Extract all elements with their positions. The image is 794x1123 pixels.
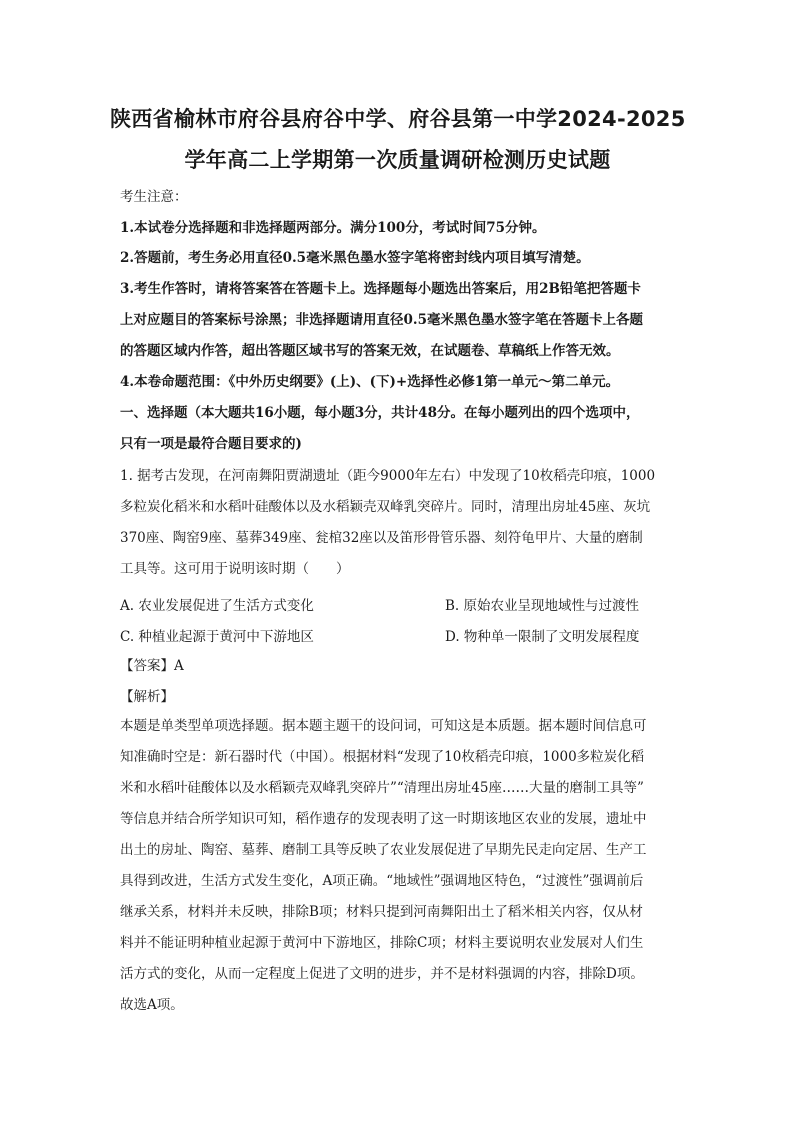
analysis-line: 米和水稻叶硅酸体以及水稻颖壳双峰乳突碎片”“清理出房址45座……大量的磨制工具等” [120,780,644,796]
notice-item-3: 3.考生作答时，请将答案答在答题卡上。选择题每小题选出答案后，用2B铅笔把答题卡 [120,281,641,297]
analysis-line: 具得到改进，生活方式发生变化，A项正确。“地域性”强调地区特色，“过渡性”强调前后 [120,873,644,889]
answer-label: 【答案】A [120,658,184,674]
notice-item-3-cont-1: 上对应题目的答案标号涂黑；非选择题请用直径0.5毫米黑色墨水签字笔在答题卡上各题 [120,312,643,328]
notice-item-1: 1.本试卷分选择题和非选择题两部分。满分100分，考试时间75分钟。 [120,220,546,236]
exam-title-line-1: 陕西省榆林市府谷县府谷中学、府谷县第一中学2024-2025 [110,107,686,131]
option-a: A. 农业发展促进了生活方式变化 [120,598,314,614]
analysis-line: 继承关系，材料并未反映，排除B项；材料只提到河南舞阳出土了稻米相关内容，仅从材 [120,904,643,920]
analysis-line: 故选A项。 [120,997,184,1013]
question-1-line: 370座、陶窑9座、墓葬349座、瓮棺32座以及笛形骨管乐器、刻符龟甲片、大量的磨制 [120,530,643,546]
question-1-line: 1. 据考古发现，在河南舞阳贾湖遗址（距今9000年左右）中发现了10枚稻壳印痕，1000 [120,468,656,484]
analysis-line: 出土的房址、陶窑、墓葬、磨制工具等反映了农业发展促进了早期先民走向定居、生产工 [120,842,647,858]
notice-heading: 考生注意： [120,189,188,205]
notice-item-3-cont-2: 的答题区域内作答，超出答题区域书写的答案无效，在试题卷、草稿纸上作答无效。 [120,343,620,359]
notice-item-4: 4.本卷命题范围：《中外历史纲要》(上)、(下)+选择性必修1第一单元～第二单元。 [120,374,620,390]
analysis-body [120,711,680,1021]
question-1-line: 工具等。这可用于说明该时期（ ） [120,561,350,577]
analysis-line: 知准确时空是：新石器时代（中国）。根据材料“发现了10枚稻壳印痕，1000多粒炭化稻 [120,749,645,765]
analysis-line: 料并不能证明种植业起源于黄河中下游地区，排除C项；材料主要说明农业发展对人们生 [120,935,644,951]
exam-title-line-2: 学年高二上学期第一次质量调研检测历史试题 [184,148,611,172]
analysis-line: 本题是单类型单项选择题。据本题主题干的设问词，可知这是本质题。据本题时间信息可 [120,718,647,734]
analysis-label: 【解析】 [120,689,174,705]
section-heading-cont: 只有一项是最符合题目要求的) [120,436,302,452]
option-d: D. 物种单一限制了文明发展程度 [445,629,640,645]
option-c: C. 种植业起源于黄河中下游地区 [120,629,314,645]
question-1-stem [120,461,680,585]
section-heading: 一、选择题（本大题共16小题，每小题3分，共计48分。在每小题列出的四个选项中， [120,405,640,421]
notice-item-2: 2.答题前，考生务必用直径0.5毫米黑色墨水签字笔将密封线内项目填写清楚。 [120,250,590,266]
analysis-line: 等信息并结合所学知识可知，稻作遗存的发现表明了这一时期该地区农业的发展，遗址中 [120,811,647,827]
analysis-line: 活方式的变化，从而一定程度上促进了文明的进步，并不是材料强调的内容，排除D项。 [120,966,644,982]
question-1-line: 多粒炭化稻米和水稻叶硅酸体以及水稻颖壳双峰乳突碎片。同时，清理出房址45座、灰坑 [120,499,651,515]
option-b: B. 原始农业呈现地域性与过渡性 [445,598,640,614]
